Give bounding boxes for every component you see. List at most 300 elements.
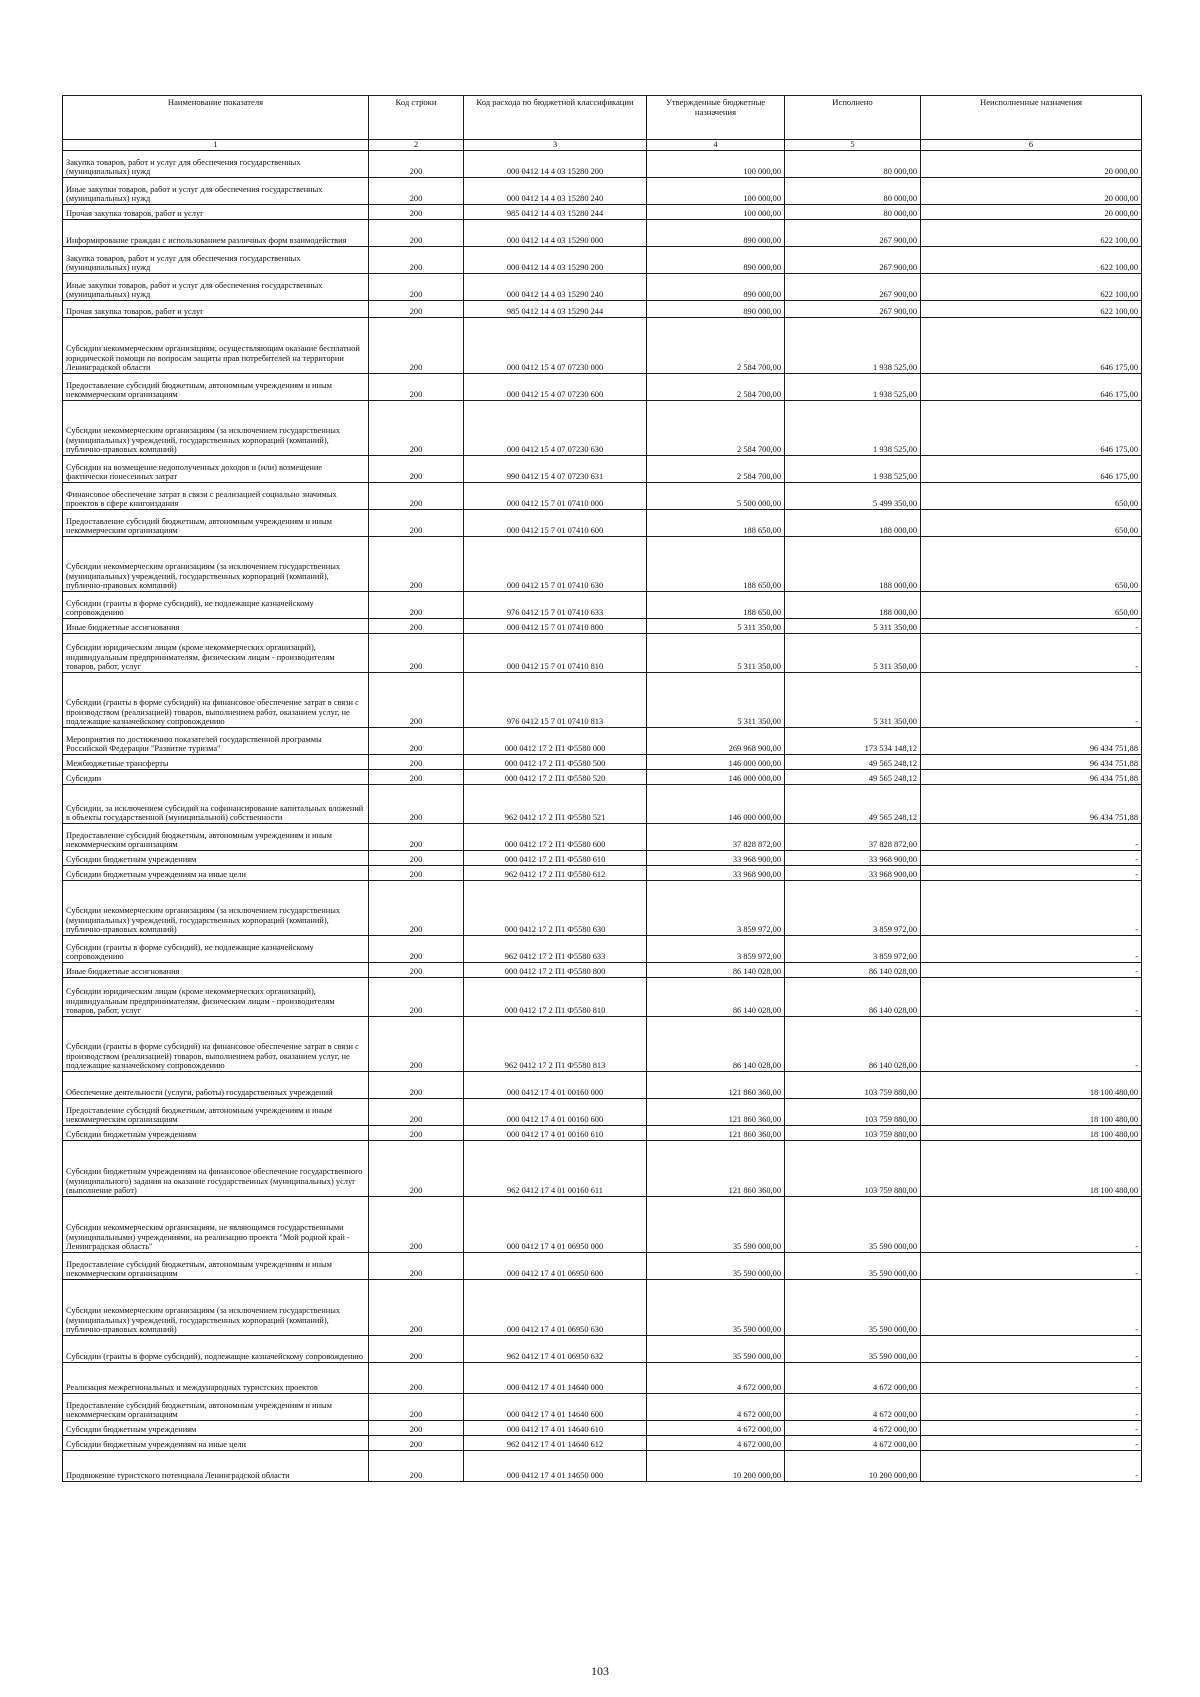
cell-unexecuted-amount: 646 175,00 <box>921 456 1142 483</box>
column-number: 4 <box>647 140 785 151</box>
cell-executed-amount: 267 900,00 <box>785 220 921 247</box>
cell-indicator-name: Иные закупки товаров, работ и услуг для обеспечения государственных (муниципальных) нужд <box>63 274 369 301</box>
cell-indicator-name: Обеспечение деятельности (услуги, работы) государственных учреждений <box>63 1072 369 1099</box>
cell-budget-code: 000 0412 14 4 03 15290 200 <box>464 247 647 274</box>
cell-budget-code: 962 0412 17 2 П1 Ф5580 633 <box>464 936 647 963</box>
cell-line-code: 200 <box>369 178 464 205</box>
table-row <box>63 1141 1142 1197</box>
cell-unexecuted-amount: - <box>921 673 1142 728</box>
cell-unexecuted-amount: - <box>921 1451 1142 1482</box>
table-row <box>63 936 1142 963</box>
cell-line-code: 200 <box>369 728 464 755</box>
cell-budget-code: 000 0412 17 2 П1 Ф5580 000 <box>464 728 647 755</box>
cell-approved-amount: 4 672 000,00 <box>647 1363 785 1394</box>
cell-executed-amount: 33 968 900,00 <box>785 851 921 866</box>
cell-line-code: 200 <box>369 755 464 770</box>
cell-line-code: 200 <box>369 851 464 866</box>
cell-budget-code: 000 0412 17 2 П1 Ф5580 520 <box>464 770 647 785</box>
cell-budget-code: 000 0412 14 4 03 15280 200 <box>464 151 647 178</box>
cell-approved-amount: 121 860 360,00 <box>647 1099 785 1126</box>
cell-budget-code: 990 0412 15 4 07 07230 631 <box>464 456 647 483</box>
cell-approved-amount: 269 968 900,00 <box>647 728 785 755</box>
cell-line-code: 200 <box>369 1451 464 1482</box>
cell-line-code: 200 <box>369 1017 464 1072</box>
cell-budget-code: 962 0412 17 4 01 06950 632 <box>464 1336 647 1363</box>
cell-unexecuted-amount: 96 434 751,88 <box>921 770 1142 785</box>
cell-executed-amount: 5 311 350,00 <box>785 634 921 673</box>
cell-budget-code: 000 0412 14 4 03 15290 240 <box>464 274 647 301</box>
cell-line-code: 200 <box>369 1253 464 1280</box>
cell-line-code: 200 <box>369 963 464 978</box>
cell-executed-amount: 4 672 000,00 <box>785 1394 921 1421</box>
table-row <box>63 220 1142 247</box>
cell-budget-code: 000 0412 14 4 03 15290 000 <box>464 220 647 247</box>
cell-approved-amount: 146 000 000,00 <box>647 755 785 770</box>
cell-executed-amount: 35 590 000,00 <box>785 1280 921 1336</box>
cell-executed-amount: 35 590 000,00 <box>785 1197 921 1253</box>
cell-executed-amount: 1 938 525,00 <box>785 318 921 374</box>
cell-unexecuted-amount: 20 000,00 <box>921 205 1142 220</box>
cell-unexecuted-amount: 646 175,00 <box>921 401 1142 456</box>
table-row <box>63 866 1142 881</box>
cell-approved-amount: 37 828 872,00 <box>647 824 785 851</box>
table-row <box>63 881 1142 936</box>
cell-indicator-name: Предоставление субсидий бюджетным, автономным учреждениям и иным некоммерческим организациям <box>63 1394 369 1421</box>
budget-report-sheet <box>62 95 1141 1482</box>
cell-unexecuted-amount: 622 100,00 <box>921 274 1142 301</box>
cell-unexecuted-amount: 18 100 480,00 <box>921 1126 1142 1141</box>
cell-unexecuted-amount: - <box>921 1436 1142 1451</box>
table-row <box>63 178 1142 205</box>
cell-line-code: 200 <box>369 151 464 178</box>
cell-approved-amount: 35 590 000,00 <box>647 1336 785 1363</box>
cell-budget-code: 976 0412 15 7 01 07410 813 <box>464 673 647 728</box>
table-row <box>63 978 1142 1017</box>
cell-indicator-name: Субсидии бюджетным учреждениям <box>63 1126 369 1141</box>
table-row <box>63 1280 1142 1336</box>
cell-budget-code: 000 0412 17 4 01 14640 610 <box>464 1421 647 1436</box>
cell-indicator-name: Субсидии некоммерческим организациям, осуществляющим оказание бесплатной юридической помощи по вопросам защиты прав потребителей на территории Ленинградской области <box>63 318 369 374</box>
cell-unexecuted-amount: 20 000,00 <box>921 178 1142 205</box>
cell-line-code: 200 <box>369 978 464 1017</box>
cell-executed-amount: 103 759 880,00 <box>785 1099 921 1126</box>
cell-approved-amount: 3 859 972,00 <box>647 881 785 936</box>
cell-indicator-name: Прочая закупка товаров, работ и услуг <box>63 301 369 318</box>
cell-unexecuted-amount: 650,00 <box>921 483 1142 510</box>
cell-approved-amount: 35 590 000,00 <box>647 1280 785 1336</box>
cell-executed-amount: 49 565 248,12 <box>785 770 921 785</box>
cell-line-code: 200 <box>369 1394 464 1421</box>
cell-budget-code: 985 0412 14 4 03 15280 244 <box>464 205 647 220</box>
cell-line-code: 200 <box>369 456 464 483</box>
cell-executed-amount: 35 590 000,00 <box>785 1253 921 1280</box>
cell-unexecuted-amount: 650,00 <box>921 592 1142 619</box>
cell-unexecuted-amount: - <box>921 1280 1142 1336</box>
cell-indicator-name: Иные бюджетные ассигнования <box>63 963 369 978</box>
table-row <box>63 247 1142 274</box>
cell-unexecuted-amount: 18 100 480,00 <box>921 1072 1142 1099</box>
cell-unexecuted-amount: - <box>921 824 1142 851</box>
cell-indicator-name: Субсидии (гранты в форме субсидий), подлежащие казначейскому сопровождению <box>63 1336 369 1363</box>
table-row <box>63 1451 1142 1482</box>
cell-budget-code: 000 0412 14 4 03 15280 240 <box>464 178 647 205</box>
cell-approved-amount: 10 200 000,00 <box>647 1451 785 1482</box>
cell-executed-amount: 267 900,00 <box>785 247 921 274</box>
cell-approved-amount: 5 311 350,00 <box>647 619 785 634</box>
table-row <box>63 673 1142 728</box>
cell-indicator-name: Субсидии бюджетным учреждениям на иные цели <box>63 1436 369 1451</box>
cell-executed-amount: 3 859 972,00 <box>785 881 921 936</box>
cell-unexecuted-amount: - <box>921 1017 1142 1072</box>
cell-line-code: 200 <box>369 1072 464 1099</box>
table-row <box>63 824 1142 851</box>
cell-approved-amount: 86 140 028,00 <box>647 978 785 1017</box>
cell-approved-amount: 33 968 900,00 <box>647 866 785 881</box>
table-row <box>63 1072 1142 1099</box>
cell-approved-amount: 3 859 972,00 <box>647 936 785 963</box>
cell-indicator-name: Финансовое обеспечение затрат в связи с реализацией социально значимых проектов в сфере книгоиздания <box>63 483 369 510</box>
cell-line-code: 200 <box>369 1436 464 1451</box>
table-row <box>63 755 1142 770</box>
cell-unexecuted-amount: - <box>921 1421 1142 1436</box>
cell-executed-amount: 267 900,00 <box>785 274 921 301</box>
header-unexecuted-appropriations: Неисполненные назначения <box>921 96 1142 140</box>
cell-budget-code: 000 0412 17 2 П1 Ф5580 810 <box>464 978 647 1017</box>
cell-indicator-name: Субсидии бюджетным учреждениям на финансовое обеспечение государственного (муниципального) задания на оказание государственных (муниципальных) услуг (выполнение работ) <box>63 1141 369 1197</box>
cell-line-code: 200 <box>369 247 464 274</box>
cell-indicator-name: Субсидии некоммерческим организациям (за исключением государственных (муниципальных) учреждений, государственных корпораций (компаний), публично-правовых компаний) <box>63 1280 369 1336</box>
cell-line-code: 200 <box>369 205 464 220</box>
table-row <box>63 770 1142 785</box>
cell-approved-amount: 2 584 700,00 <box>647 318 785 374</box>
cell-unexecuted-amount: 20 000,00 <box>921 151 1142 178</box>
table-row <box>63 851 1142 866</box>
cell-executed-amount: 10 200 000,00 <box>785 1451 921 1482</box>
table-row <box>63 619 1142 634</box>
cell-budget-code: 000 0412 17 4 01 06950 600 <box>464 1253 647 1280</box>
table-row <box>63 483 1142 510</box>
table-body <box>63 151 1142 1482</box>
cell-budget-code: 976 0412 15 7 01 07410 633 <box>464 592 647 619</box>
cell-budget-code: 000 0412 17 4 01 06950 630 <box>464 1280 647 1336</box>
cell-approved-amount: 2 584 700,00 <box>647 374 785 401</box>
cell-indicator-name: Прочая закупка товаров, работ и услуг <box>63 205 369 220</box>
cell-executed-amount: 1 938 525,00 <box>785 374 921 401</box>
cell-indicator-name: Субсидии (гранты в форме субсидий) на финансовое обеспечение затрат в связи с производством (реализацией) товаров, выполнением работ, оказанием услуг, не подлежащие казначейскому сопровождению <box>63 673 369 728</box>
cell-budget-code: 000 0412 17 2 П1 Ф5580 600 <box>464 824 647 851</box>
cell-line-code: 200 <box>369 537 464 592</box>
cell-executed-amount: 49 565 248,12 <box>785 785 921 824</box>
cell-unexecuted-amount: - <box>921 936 1142 963</box>
table-row <box>63 401 1142 456</box>
cell-indicator-name: Субсидии юридическим лицам (кроме некоммерческих организаций), индивидуальным предпринимателям, физическим лицам - производителям товаров, работ, услуг <box>63 978 369 1017</box>
table-row <box>63 510 1142 537</box>
table-row <box>63 205 1142 220</box>
cell-line-code: 200 <box>369 220 464 247</box>
cell-approved-amount: 5 311 350,00 <box>647 673 785 728</box>
table-row <box>63 301 1142 318</box>
budget-execution-table <box>62 95 1142 1482</box>
header-budget-classification-code: Код расхода по бюджетной классификации <box>464 96 647 140</box>
cell-line-code: 200 <box>369 1126 464 1141</box>
cell-unexecuted-amount: - <box>921 1394 1142 1421</box>
table-row <box>63 537 1142 592</box>
cell-line-code: 200 <box>369 770 464 785</box>
table-row <box>63 1253 1142 1280</box>
cell-line-code: 200 <box>369 1280 464 1336</box>
column-number: 1 <box>63 140 369 151</box>
cell-budget-code: 000 0412 17 4 01 14640 000 <box>464 1363 647 1394</box>
table-row <box>63 456 1142 483</box>
cell-executed-amount: 103 759 880,00 <box>785 1072 921 1099</box>
cell-executed-amount: 80 000,00 <box>785 178 921 205</box>
page-number: 103 <box>591 1664 609 1678</box>
cell-unexecuted-amount: 622 100,00 <box>921 301 1142 318</box>
cell-indicator-name: Иные бюджетные ассигнования <box>63 619 369 634</box>
column-number-row <box>63 140 1142 151</box>
table-row <box>63 634 1142 673</box>
cell-executed-amount: 1 938 525,00 <box>785 456 921 483</box>
cell-unexecuted-amount: - <box>921 619 1142 634</box>
cell-executed-amount: 5 311 350,00 <box>785 619 921 634</box>
table-row <box>63 728 1142 755</box>
cell-budget-code: 962 0412 17 2 П1 Ф5580 813 <box>464 1017 647 1072</box>
cell-executed-amount: 267 900,00 <box>785 301 921 318</box>
cell-approved-amount: 35 590 000,00 <box>647 1197 785 1253</box>
cell-indicator-name: Субсидии бюджетным учреждениям <box>63 851 369 866</box>
table-row <box>63 374 1142 401</box>
cell-executed-amount: 188 000,00 <box>785 510 921 537</box>
table-row <box>63 1436 1142 1451</box>
cell-unexecuted-amount: 96 434 751,88 <box>921 785 1142 824</box>
table-row <box>63 592 1142 619</box>
cell-unexecuted-amount: - <box>921 866 1142 881</box>
cell-indicator-name: Субсидии <box>63 770 369 785</box>
cell-approved-amount: 4 672 000,00 <box>647 1421 785 1436</box>
cell-executed-amount: 49 565 248,12 <box>785 755 921 770</box>
cell-budget-code: 000 0412 15 4 07 07230 600 <box>464 374 647 401</box>
cell-executed-amount: 188 000,00 <box>785 537 921 592</box>
cell-approved-amount: 2 584 700,00 <box>647 456 785 483</box>
cell-budget-code: 000 0412 17 4 01 00160 610 <box>464 1126 647 1141</box>
cell-approved-amount: 890 000,00 <box>647 274 785 301</box>
cell-indicator-name: Межбюджетные трансферты <box>63 755 369 770</box>
cell-indicator-name: Предоставление субсидий бюджетным, автономным учреждениям и иным некоммерческим организациям <box>63 824 369 851</box>
table-row <box>63 318 1142 374</box>
cell-executed-amount: 103 759 880,00 <box>785 1141 921 1197</box>
cell-line-code: 200 <box>369 1197 464 1253</box>
cell-unexecuted-amount: - <box>921 881 1142 936</box>
cell-approved-amount: 86 140 028,00 <box>647 1017 785 1072</box>
cell-unexecuted-amount: 18 100 480,00 <box>921 1141 1142 1197</box>
table-row <box>63 274 1142 301</box>
cell-line-code: 200 <box>369 318 464 374</box>
table-row <box>63 1336 1142 1363</box>
cell-executed-amount: 86 140 028,00 <box>785 978 921 1017</box>
cell-approved-amount: 146 000 000,00 <box>647 770 785 785</box>
cell-line-code: 200 <box>369 619 464 634</box>
cell-line-code: 200 <box>369 301 464 318</box>
cell-budget-code: 962 0412 17 2 П1 Ф5580 612 <box>464 866 647 881</box>
cell-indicator-name: Закупка товаров, работ и услуг для обеспечения государственных (муниципальных) нужд <box>63 247 369 274</box>
cell-executed-amount: 4 672 000,00 <box>785 1436 921 1451</box>
cell-indicator-name: Мероприятия по достижению показателей государственной программы Российской Федерации "Развитие туризма" <box>63 728 369 755</box>
cell-executed-amount: 86 140 028,00 <box>785 963 921 978</box>
cell-line-code: 200 <box>369 824 464 851</box>
cell-approved-amount: 890 000,00 <box>647 301 785 318</box>
cell-indicator-name: Информирование граждан с использованием различных форм взаимодействия <box>63 220 369 247</box>
cell-line-code: 200 <box>369 510 464 537</box>
cell-unexecuted-amount: 646 175,00 <box>921 318 1142 374</box>
cell-approved-amount: 121 860 360,00 <box>647 1072 785 1099</box>
table-row <box>63 785 1142 824</box>
cell-indicator-name: Субсидии (гранты в форме субсидий), не подлежащие казначейскому сопровождению <box>63 592 369 619</box>
cell-executed-amount: 86 140 028,00 <box>785 1017 921 1072</box>
cell-line-code: 200 <box>369 866 464 881</box>
cell-unexecuted-amount: - <box>921 978 1142 1017</box>
cell-executed-amount: 5 311 350,00 <box>785 673 921 728</box>
cell-indicator-name: Субсидии некоммерческим организациям (за исключением государственных (муниципальных) учреждений, государственных корпораций (компаний), публично-правовых компаний) <box>63 881 369 936</box>
cell-line-code: 200 <box>369 592 464 619</box>
cell-executed-amount: 80 000,00 <box>785 205 921 220</box>
cell-budget-code: 000 0412 15 7 01 07410 810 <box>464 634 647 673</box>
cell-line-code: 200 <box>369 785 464 824</box>
header-approved-appropriations: Утвержденные бюджетные назначения <box>647 96 785 140</box>
cell-line-code: 200 <box>369 881 464 936</box>
cell-line-code: 200 <box>369 1141 464 1197</box>
table-row <box>63 963 1142 978</box>
cell-line-code: 200 <box>369 1363 464 1394</box>
cell-indicator-name: Закупка товаров, работ и услуг для обеспечения государственных (муниципальных) нужд <box>63 151 369 178</box>
cell-approved-amount: 2 584 700,00 <box>647 401 785 456</box>
cell-budget-code: 962 0412 17 4 01 14640 612 <box>464 1436 647 1451</box>
cell-indicator-name: Субсидии некоммерческим организациям (за исключением государственных (муниципальных) учреждений, государственных корпораций (компаний), публично-правовых компаний) <box>63 401 369 456</box>
cell-unexecuted-amount: 646 175,00 <box>921 374 1142 401</box>
cell-approved-amount: 890 000,00 <box>647 220 785 247</box>
table-row <box>63 1394 1142 1421</box>
cell-budget-code: 000 0412 17 4 01 14640 600 <box>464 1394 647 1421</box>
header-line-code: Код строки <box>369 96 464 140</box>
cell-unexecuted-amount: 650,00 <box>921 510 1142 537</box>
cell-budget-code: 000 0412 17 4 01 06950 000 <box>464 1197 647 1253</box>
cell-approved-amount: 188 650,00 <box>647 592 785 619</box>
cell-unexecuted-amount: 18 100 480,00 <box>921 1099 1142 1126</box>
cell-unexecuted-amount: 622 100,00 <box>921 247 1142 274</box>
cell-line-code: 200 <box>369 483 464 510</box>
cell-indicator-name: Предоставление субсидий бюджетным, автономным учреждениям и иным некоммерческим организациям <box>63 510 369 537</box>
cell-budget-code: 000 0412 15 4 07 07230 630 <box>464 401 647 456</box>
cell-budget-code: 000 0412 17 2 П1 Ф5580 610 <box>464 851 647 866</box>
cell-unexecuted-amount: 96 434 751,88 <box>921 755 1142 770</box>
cell-executed-amount: 188 000,00 <box>785 592 921 619</box>
cell-executed-amount: 3 859 972,00 <box>785 936 921 963</box>
cell-budget-code: 000 0412 17 2 П1 Ф5580 630 <box>464 881 647 936</box>
cell-indicator-name: Предоставление субсидий бюджетным, автономным учреждениям и иным некоммерческим организациям <box>63 1099 369 1126</box>
cell-executed-amount: 5 499 350,00 <box>785 483 921 510</box>
cell-unexecuted-amount: - <box>921 851 1142 866</box>
header-indicator-name: Наименование показателя <box>63 96 369 140</box>
column-number: 6 <box>921 140 1142 151</box>
cell-line-code: 200 <box>369 1421 464 1436</box>
cell-budget-code: 000 0412 17 4 01 00160 600 <box>464 1099 647 1126</box>
cell-approved-amount: 146 000 000,00 <box>647 785 785 824</box>
cell-approved-amount: 5 311 350,00 <box>647 634 785 673</box>
cell-approved-amount: 4 672 000,00 <box>647 1394 785 1421</box>
cell-approved-amount: 33 968 900,00 <box>647 851 785 866</box>
cell-indicator-name: Субсидии некоммерческим организациям (за исключением государственных (муниципальных) учреждений, государственных корпораций (компаний), публично-правовых компаний) <box>63 537 369 592</box>
cell-executed-amount: 33 968 900,00 <box>785 866 921 881</box>
cell-approved-amount: 86 140 028,00 <box>647 963 785 978</box>
cell-line-code: 200 <box>369 936 464 963</box>
cell-indicator-name: Субсидии бюджетным учреждениям на иные цели <box>63 866 369 881</box>
cell-budget-code: 000 0412 15 7 01 07410 000 <box>464 483 647 510</box>
cell-indicator-name: Предоставление субсидий бюджетным, автономным учреждениям и иным некоммерческим организациям <box>63 1253 369 1280</box>
cell-approved-amount: 188 650,00 <box>647 510 785 537</box>
cell-unexecuted-amount: - <box>921 963 1142 978</box>
cell-executed-amount: 173 534 148,12 <box>785 728 921 755</box>
cell-approved-amount: 100 000,00 <box>647 151 785 178</box>
cell-approved-amount: 121 860 360,00 <box>647 1141 785 1197</box>
cell-unexecuted-amount: 622 100,00 <box>921 220 1142 247</box>
cell-indicator-name: Субсидии на возмещение недополученных доходов и (или) возмещение фактически понесенных затрат <box>63 456 369 483</box>
cell-executed-amount: 37 828 872,00 <box>785 824 921 851</box>
cell-executed-amount: 103 759 880,00 <box>785 1126 921 1141</box>
cell-budget-code: 000 0412 17 2 П1 Ф5580 800 <box>464 963 647 978</box>
cell-line-code: 200 <box>369 1099 464 1126</box>
cell-indicator-name: Реализация межрегиональных и международных туристских проектов <box>63 1363 369 1394</box>
cell-approved-amount: 890 000,00 <box>647 247 785 274</box>
cell-unexecuted-amount: - <box>921 1197 1142 1253</box>
cell-approved-amount: 5 500 000,00 <box>647 483 785 510</box>
cell-indicator-name: Субсидии бюджетным учреждениям <box>63 1421 369 1436</box>
cell-budget-code: 962 0412 17 4 01 00160 611 <box>464 1141 647 1197</box>
cell-line-code: 200 <box>369 401 464 456</box>
column-number: 5 <box>785 140 921 151</box>
cell-approved-amount: 121 860 360,00 <box>647 1126 785 1141</box>
cell-budget-code: 962 0412 17 2 П1 Ф5580 521 <box>464 785 647 824</box>
cell-approved-amount: 100 000,00 <box>647 178 785 205</box>
cell-unexecuted-amount: 650,00 <box>921 537 1142 592</box>
cell-line-code: 200 <box>369 634 464 673</box>
cell-executed-amount: 1 938 525,00 <box>785 401 921 456</box>
cell-line-code: 200 <box>369 374 464 401</box>
cell-indicator-name: Субсидии некоммерческим организациям, не являющимся государственными (муниципальными) учреждениями, на реализацию проекта "Мой родной край - Ленинградская область" <box>63 1197 369 1253</box>
cell-line-code: 200 <box>369 1336 464 1363</box>
table-row <box>63 151 1142 178</box>
cell-approved-amount: 188 650,00 <box>647 537 785 592</box>
cell-unexecuted-amount: - <box>921 1336 1142 1363</box>
cell-indicator-name: Предоставление субсидий бюджетным, автономным учреждениям и иным некоммерческим организациям <box>63 374 369 401</box>
cell-approved-amount: 4 672 000,00 <box>647 1436 785 1451</box>
table-header <box>63 96 1142 151</box>
table-row <box>63 1421 1142 1436</box>
cell-executed-amount: 4 672 000,00 <box>785 1363 921 1394</box>
table-row <box>63 1197 1142 1253</box>
cell-approved-amount: 100 000,00 <box>647 205 785 220</box>
cell-budget-code: 000 0412 17 4 01 14650 000 <box>464 1451 647 1482</box>
cell-budget-code: 000 0412 17 4 01 00160 000 <box>464 1072 647 1099</box>
cell-unexecuted-amount: - <box>921 1363 1142 1394</box>
cell-budget-code: 000 0412 15 7 01 07410 800 <box>464 619 647 634</box>
cell-budget-code: 000 0412 15 7 01 07410 630 <box>464 537 647 592</box>
column-number: 2 <box>369 140 464 151</box>
cell-indicator-name: Субсидии юридическим лицам (кроме некоммерческих организаций), индивидуальным предпринимателям, физическим лицам - производителям товаров, работ, услуг <box>63 634 369 673</box>
cell-budget-code: 985 0412 14 4 03 15290 244 <box>464 301 647 318</box>
cell-budget-code: 000 0412 17 2 П1 Ф5580 500 <box>464 755 647 770</box>
cell-line-code: 200 <box>369 673 464 728</box>
cell-indicator-name: Иные закупки товаров, работ и услуг для обеспечения государственных (муниципальных) нужд <box>63 178 369 205</box>
cell-indicator-name: Субсидии (гранты в форме субсидий) на финансовое обеспечение затрат в связи с производством (реализацией) товаров, выполнением работ, оказанием услуг, не подлежащие казначейскому сопровождению <box>63 1017 369 1072</box>
